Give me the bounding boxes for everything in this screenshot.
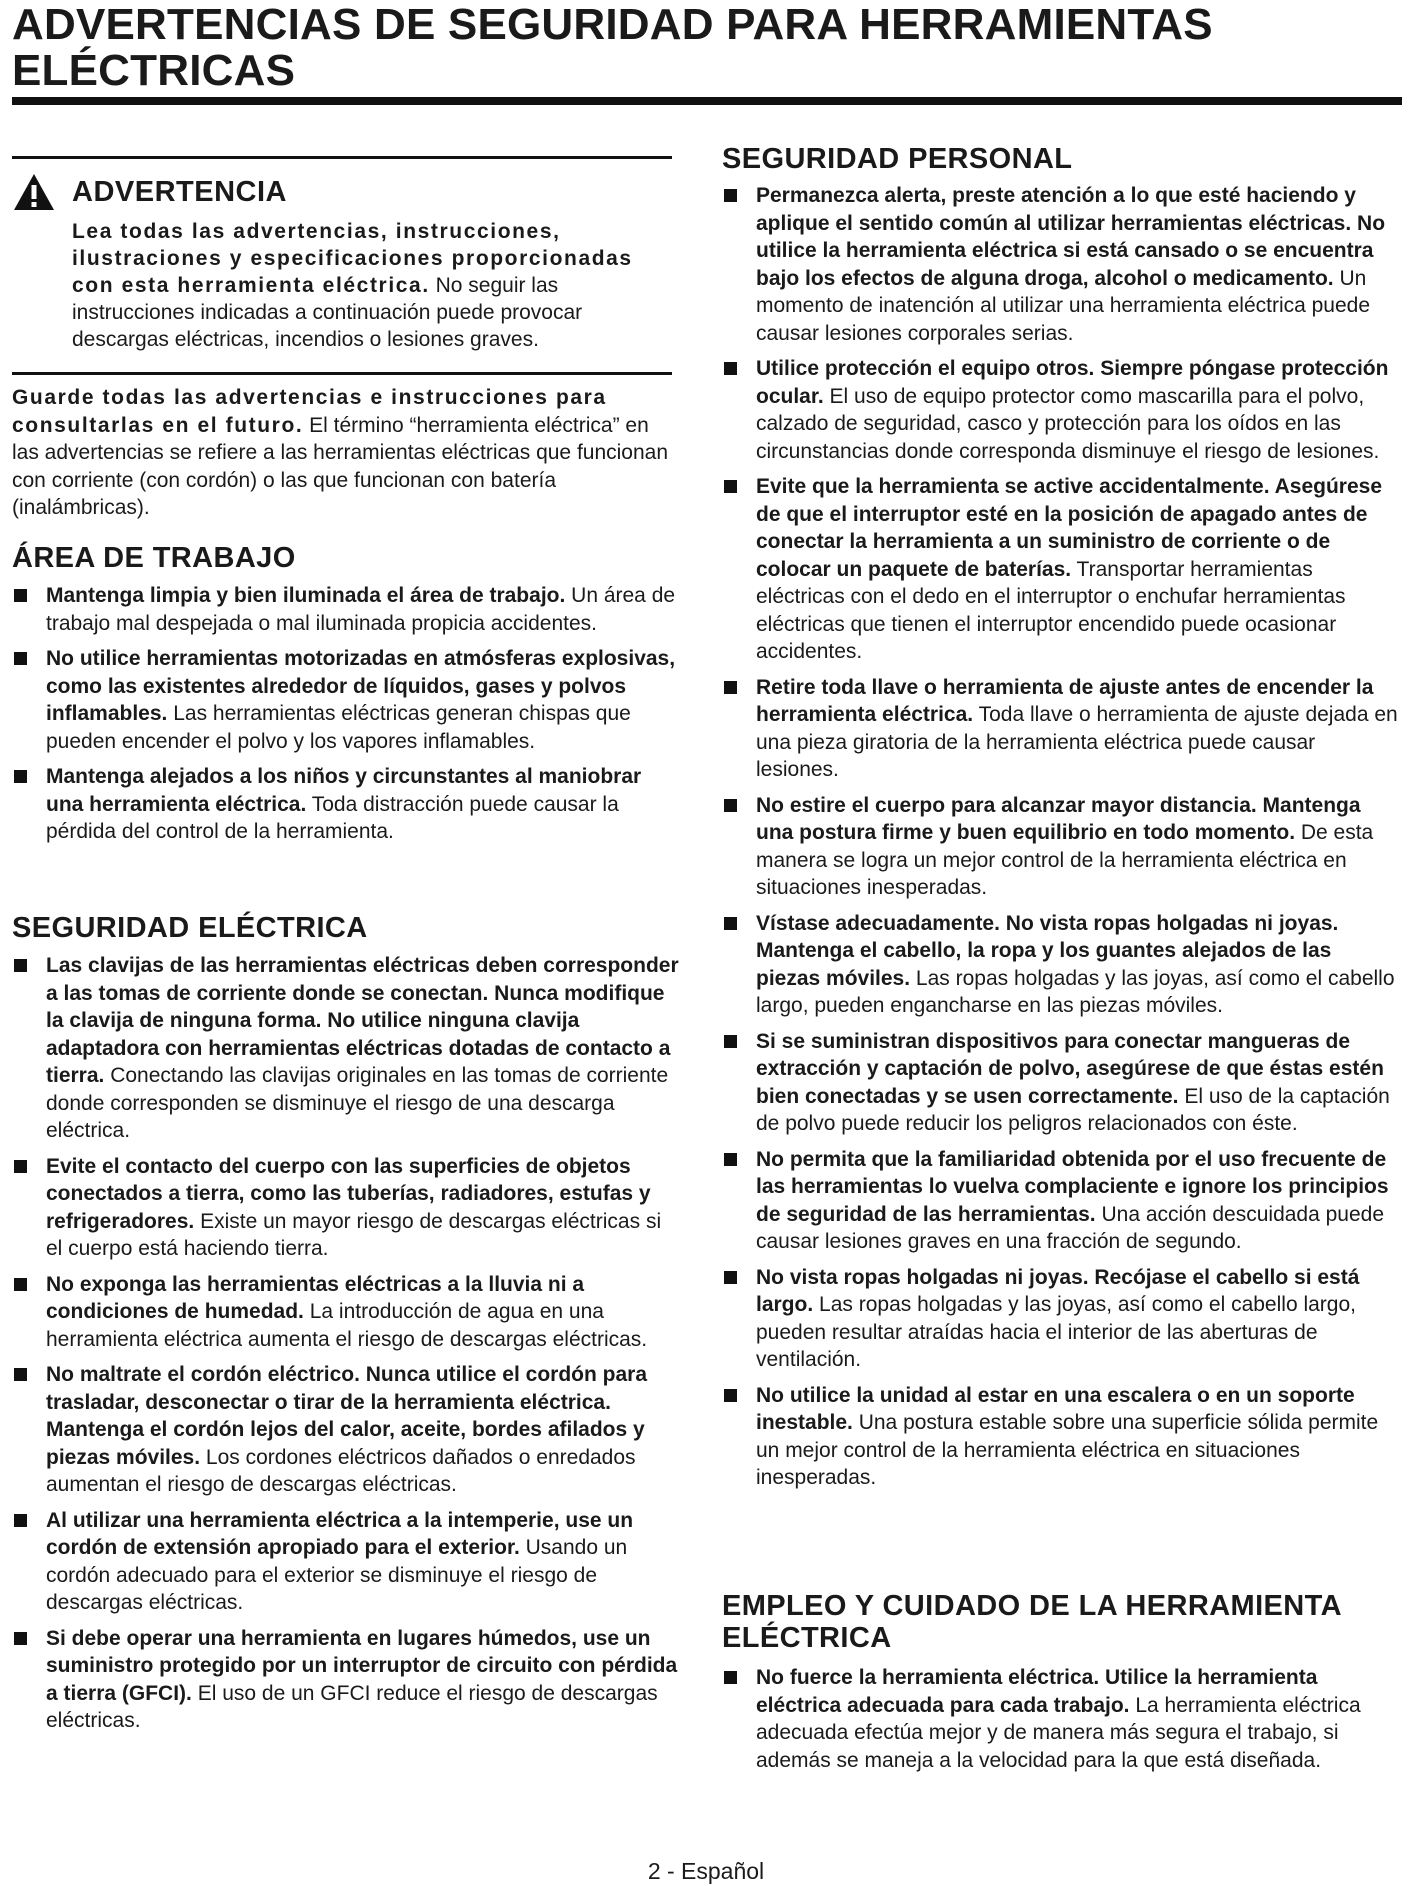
item-text: Existe un mayor riesgo de descargas eléctricas si el cuerpo está haciendo tierra. (46, 1209, 662, 1260)
item-text: Conectando las clavijas originales en las tomas de corriente donde corresponden se disminuye el riesgo de una descarga eléctrica. (46, 1064, 669, 1142)
square-bullet-icon (724, 1035, 737, 1048)
item-text: Las herramientas eléctricas generan chispas que pueden encender el polvo y los vapores inflamables. (46, 702, 631, 753)
section-heading-personal: SEGURIDAD PERSONAL (722, 143, 1073, 175)
square-bullet-icon (724, 799, 737, 812)
square-bullet-icon (724, 1389, 737, 1402)
warning-box (12, 172, 672, 353)
item-text: Las ropas holgadas y las joyas, así como el cabello largo, pueden resultar atraídas hacia el interior de las aberturas de ventilación. (756, 1293, 1356, 1371)
item-bold-text: Permanezca alerta, preste atención a lo que esté haciendo y aplique el sentido común al utilizar herramientas eléctricas. No utilice la herramienta eléctrica si está cansado o se encuentra bajo los efectos de alguna droga, alcohol o medicamento. (756, 184, 1386, 290)
page-title: ADVERTENCIAS DE SEGURIDAD PARA HERRAMIENTAS ELÉCTRICAS (12, 0, 1213, 95)
square-bullet-icon (724, 917, 737, 930)
item-text: Usando un cordón adecuado para el exterior se disminuye el riesgo de descargas eléctricas. (46, 1536, 628, 1614)
item-bold-text: No exponga las herramientas eléctricas a la lluvia ni a condiciones de humedad. (46, 1272, 585, 1323)
square-bullet-icon (724, 681, 737, 694)
square-bullet-icon (14, 589, 27, 602)
item-bold-text: No maltrate el cordón eléctrico. Nunca utilice el cordón para trasladar, desconectar o tirar de la herramienta eléctrica. Mantenga el cordón lejos del calor, aceite, bordes afilados y piezas móviles. (46, 1363, 647, 1469)
square-bullet-icon (14, 1160, 27, 1173)
square-bullet-icon (724, 480, 737, 493)
item-bold-text: Retire toda llave o herramienta de ajuste antes de encender la herramienta eléctrica. (756, 675, 1374, 726)
item-text: Transportar herramientas eléctricas con el dedo en el interruptor o enchufar herramientas eléctricas que tienen el interruptor encendido puede ocasionar accidentes. (756, 557, 1346, 663)
page-footer: 2 - Español (647, 1858, 765, 1884)
list-item (722, 355, 1398, 465)
item-text: Toda distracción puede causar la pérdida del control de la herramienta. (46, 792, 619, 843)
warning-text: Lea todas las advertencias, instrucciones, ilustraciones y especificaciones proporcionadas con esta herramienta eléctrica. No seguir las instrucciones indicadas a continuación puede provocar descargas eléctricas, incendios o lesiones graves. (72, 220, 633, 351)
list-item (722, 1664, 1398, 1774)
item-bold-text: No utilice herramientas motorizadas en atmósferas explosivas, como las existentes alrededor de líquidos, gases y polvos inflamables. (46, 647, 676, 725)
square-bullet-icon (724, 189, 737, 202)
item-bold-text: Mantenga alejados a los niños y circunstantes al maniobrar una herramienta eléctrica. (46, 765, 642, 816)
item-text: Las ropas holgadas y las joyas, así como el cabello largo, pueden engancharse en las piezas móviles. (756, 966, 1395, 1017)
section-heading-electrical: SEGURIDAD ELÉCTRICA (12, 912, 368, 944)
warning-bottom-rule (12, 372, 672, 375)
item-text: Una acción descuidada puede causar lesiones graves en una fracción de segundo. (756, 1202, 1385, 1253)
list-item (722, 182, 1398, 347)
item-text: De esta manera se logra un mejor control de la herramienta eléctrica en situaciones inesperadas. (756, 821, 1374, 899)
square-bullet-icon (724, 1271, 737, 1284)
work-area-list (12, 582, 682, 854)
square-bullet-icon (14, 770, 27, 783)
warning-heading: ADVERTENCIA (72, 175, 287, 208)
item-bold-text: Evite que la herramienta se active accidentalmente. Asegúrese de que el interruptor esté en la posición de apagado antes de conectar la herramienta a un suministro de corriente o de colocar un paquete de baterías. (756, 475, 1383, 581)
item-text: La herramienta eléctrica adecuada efectúa mejor y de manera más segura el trabajo, si además se maneja a la velocidad para la que está diseñada. (756, 1693, 1361, 1772)
square-bullet-icon (724, 1671, 737, 1684)
section-heading-work-area: ÁREA DE TRABAJO (12, 542, 296, 574)
list-item (722, 1028, 1398, 1138)
list-item (722, 1146, 1398, 1256)
list-item (12, 952, 682, 1145)
item-bold-text: Si debe operar una herramienta en lugares húmedos, use un suministro protegido por un interruptor de circuito con pérdida a tierra (GFCI). (46, 1626, 678, 1705)
electrical-list (12, 952, 682, 1743)
save-note: Guarde todas las advertencias e instrucciones para consultarlas en el futuro. El término “herramienta eléctrica” en las advertencias se refiere a las herramientas eléctricas que funcionan con corriente (con cordón) o las que funcionan con batería (inalámbricas). (12, 386, 669, 519)
item-bold-text: Evite el contacto del cuerpo con las superficies de objetos conectados a tierra, como las tuberías, radiadores, estufas y refrigeradores. (46, 1154, 651, 1233)
item-bold-text: Si se suministran dispositivos para conectar mangueras de extracción y captación de polvo, asegúrese de que éstas estén bien conectadas y se usen correctamente. (756, 1029, 1384, 1108)
list-item (722, 1264, 1398, 1374)
item-bold-text: No estire el cuerpo para alcanzar mayor distancia. Mantenga una postura firme y buen equilibrio en todo momento. (756, 793, 1361, 844)
list-item (722, 792, 1398, 902)
item-bold-text: No vista ropas holgadas ni joyas. Recójase el cabello si está largo. (756, 1265, 1360, 1316)
square-bullet-icon (14, 959, 27, 972)
list-item (12, 582, 682, 637)
square-bullet-icon (724, 1153, 737, 1166)
item-bold-text: Al utilizar una herramienta eléctrica a la intemperie, use un cordón de extensión apropiado para el exterior. (46, 1508, 634, 1559)
item-bold-text: No utilice la unidad al estar en una escalera o en un soporte inestable. (756, 1383, 1355, 1434)
tool-use-list (722, 1664, 1398, 1782)
list-item (12, 1625, 682, 1735)
list-item (12, 1507, 682, 1617)
item-bold-text: Utilice protección el equipo otros. Siempre póngase protección ocular. (756, 357, 1389, 408)
title-rule (12, 97, 1402, 105)
item-bold-text: Las clavijas de las herramientas eléctricas deben corresponder a las tomas de corriente donde se conectan. Nunca modifique la clavija de ninguna forma. No utilice ninguna clavija adaptadora con herramientas eléctricas dotadas de contacto a tierra. (46, 954, 679, 1087)
item-text: Los cordones eléctricos dañados o enredados aumentan el riesgo de descargas eléctricas. (46, 1445, 636, 1496)
square-bullet-icon (14, 1514, 27, 1527)
warning-triangle-icon (12, 172, 56, 212)
list-item (722, 473, 1398, 666)
square-bullet-icon (14, 1368, 27, 1381)
list-item (722, 910, 1398, 1020)
item-text: Un momento de inatención al utilizar una herramienta eléctrica puede causar lesiones corporales serias. (756, 266, 1371, 345)
list-item (12, 763, 682, 846)
item-text: El uso de equipo protector como mascarilla para el polvo, calzado de seguridad, casco y protección para los oídos en las circunstancias donde corresponda disminuye el riesgo de lesiones. (756, 384, 1380, 463)
section-heading-tool-use: EMPLEO Y CUIDADO DE LA HERRAMIENTA ELÉCTRICA (722, 1590, 1341, 1654)
item-bold-text: No permita que la familiaridad obtenida por el uso frecuente de las herramientas lo vuelva complaciente e ignore los principios de seguridad de las herramientas. (756, 1147, 1389, 1226)
personal-list (722, 182, 1398, 1500)
list-item (12, 645, 682, 755)
square-bullet-icon (14, 652, 27, 665)
list-item (722, 674, 1398, 784)
square-bullet-icon (724, 362, 737, 375)
list-item (12, 1153, 682, 1263)
square-bullet-icon (14, 1278, 27, 1291)
item-text: Toda llave o herramienta de ajuste dejada en una pieza giratoria de la herramienta eléctrica puede causar lesiones. (756, 703, 1398, 781)
item-bold-text: Vístase adecuadamente. No vista ropas holgadas ni joyas. Mantenga el cabello, la ropa y los guantes alejados de las piezas móviles. (756, 911, 1339, 990)
item-bold-text: No fuerce la herramienta eléctrica. Utilice la herramienta eléctrica adecuada para cada trabajo. (756, 1666, 1318, 1717)
item-text: El uso de la captación de polvo puede reducir los peligros relacionados con éste. (756, 1084, 1390, 1135)
square-bullet-icon (14, 1632, 27, 1645)
list-item (12, 1361, 682, 1499)
item-text: Un área de trabajo mal despejada o mal iluminada propicia accidentes. (46, 584, 676, 635)
list-item (722, 1382, 1398, 1492)
item-text: La introducción de agua en una herramienta eléctrica aumenta el riesgo de descargas eléctricas. (46, 1300, 648, 1351)
item-bold-text: Mantenga limpia y bien iluminada el área de trabajo. (46, 584, 566, 607)
warning-top-rule (12, 156, 672, 159)
list-item (12, 1271, 682, 1354)
item-text: Una postura estable sobre una superficie sólida permite un mejor control de la herramienta eléctrica en situaciones inesperadas. (756, 1411, 1379, 1489)
item-text: El uso de un GFCI reduce el riesgo de descargas eléctricas. (46, 1681, 658, 1732)
